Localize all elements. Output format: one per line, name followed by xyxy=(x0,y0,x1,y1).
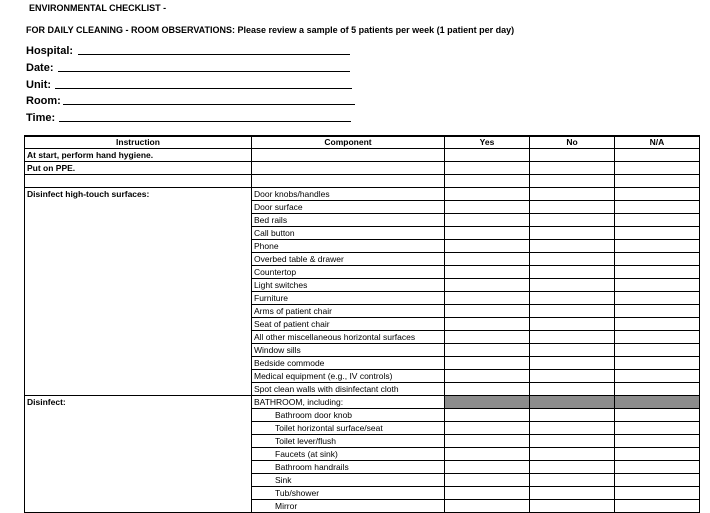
checklist-title: ENVIRONMENTAL CHECKLIST - xyxy=(29,3,167,13)
no-cell[interactable] xyxy=(530,240,615,253)
unit-label: Unit: xyxy=(26,79,52,91)
no-cell[interactable] xyxy=(530,149,615,162)
no-cell[interactable] xyxy=(530,227,615,240)
component-cell: Phone xyxy=(252,240,445,253)
yes-cell[interactable] xyxy=(445,240,530,253)
instruction-cell: Disinfect high-touch surfaces: xyxy=(25,188,252,396)
yes-cell[interactable] xyxy=(445,162,530,175)
yes-cell[interactable] xyxy=(445,474,530,487)
na-cell[interactable] xyxy=(615,357,700,370)
component-cell: Furniture xyxy=(252,292,445,305)
component-cell: Countertop xyxy=(252,266,445,279)
high-touch-section xyxy=(25,188,700,396)
na-cell[interactable] xyxy=(615,409,700,422)
col-header-component: Component xyxy=(252,136,445,149)
yes-cell[interactable] xyxy=(445,409,530,422)
na-cell[interactable] xyxy=(615,370,700,383)
component-cell xyxy=(252,149,445,162)
na-cell[interactable] xyxy=(615,474,700,487)
na-cell[interactable] xyxy=(615,448,700,461)
time-label: Time: xyxy=(26,112,56,124)
component-cell: Toilet lever/flush xyxy=(252,435,445,448)
hospital-blank-line[interactable] xyxy=(78,54,350,55)
col-header-instruction: Instruction xyxy=(25,136,252,149)
na-cell[interactable] xyxy=(615,201,700,214)
component-cell: BATHROOM, including: xyxy=(252,396,445,409)
na-cell[interactable] xyxy=(615,266,700,279)
na-cell xyxy=(615,175,700,188)
component-cell: Bed rails xyxy=(252,214,445,227)
hospital-field xyxy=(26,45,73,57)
yes-cell[interactable] xyxy=(445,487,530,500)
no-cell[interactable] xyxy=(530,422,615,435)
no-cell[interactable] xyxy=(530,383,615,396)
col-header-na: N/A xyxy=(615,136,700,149)
na-cell[interactable] xyxy=(615,500,700,513)
component-cell: Sink xyxy=(252,474,445,487)
na-cell[interactable] xyxy=(615,487,700,500)
component-cell: Arms of patient chair xyxy=(252,305,445,318)
na-cell xyxy=(615,396,700,409)
na-cell[interactable] xyxy=(615,422,700,435)
yes-cell[interactable] xyxy=(445,266,530,279)
hospital-label: Hospital: xyxy=(26,45,74,57)
yes-cell[interactable] xyxy=(445,500,530,513)
yes-cell xyxy=(445,175,530,188)
no-cell[interactable] xyxy=(530,448,615,461)
no-cell[interactable] xyxy=(530,461,615,474)
yes-cell[interactable] xyxy=(445,370,530,383)
na-cell[interactable] xyxy=(615,383,700,396)
no-cell xyxy=(530,175,615,188)
no-cell xyxy=(530,396,615,409)
component-cell xyxy=(252,162,445,175)
na-cell[interactable] xyxy=(615,435,700,448)
no-cell[interactable] xyxy=(530,370,615,383)
na-cell[interactable] xyxy=(615,305,700,318)
instruction-cell: Disinfect: xyxy=(25,396,252,513)
no-cell[interactable] xyxy=(530,253,615,266)
no-cell[interactable] xyxy=(530,305,615,318)
unit-field xyxy=(26,79,51,91)
no-cell[interactable] xyxy=(530,188,615,201)
component-cell: Tub/shower xyxy=(252,487,445,500)
yes-cell[interactable] xyxy=(445,422,530,435)
yes-cell[interactable] xyxy=(445,331,530,344)
na-cell[interactable] xyxy=(615,162,700,175)
yes-cell xyxy=(445,396,530,409)
yes-cell[interactable] xyxy=(445,279,530,292)
component-cell: Toilet horizontal surface/seat xyxy=(252,422,445,435)
date-field xyxy=(26,62,54,74)
col-header-yes: Yes xyxy=(445,136,530,149)
component-cell: Bathroom door knob xyxy=(252,409,445,422)
table-row xyxy=(25,149,700,162)
no-cell[interactable] xyxy=(530,214,615,227)
no-cell[interactable] xyxy=(530,331,615,344)
component-cell: Window sills xyxy=(252,344,445,357)
component-cell: Bedside commode xyxy=(252,357,445,370)
yes-cell[interactable] xyxy=(445,253,530,266)
yes-cell[interactable] xyxy=(445,435,530,448)
no-cell[interactable] xyxy=(530,292,615,305)
component-cell: Door knobs/handles xyxy=(252,188,445,201)
component-cell: Spot clean walls with disinfectant cloth xyxy=(252,383,445,396)
na-cell[interactable] xyxy=(615,331,700,344)
component-cell: Call button xyxy=(252,227,445,240)
na-cell[interactable] xyxy=(615,318,700,331)
no-cell[interactable] xyxy=(530,162,615,175)
yes-cell[interactable] xyxy=(445,214,530,227)
component-cell: Door surface xyxy=(252,201,445,214)
checklist-table xyxy=(24,135,700,513)
table-header-row xyxy=(25,136,700,149)
component-cell: Mirror xyxy=(252,500,445,513)
yes-cell[interactable] xyxy=(445,344,530,357)
component-cell: Medical equipment (e.g., IV controls) xyxy=(252,370,445,383)
component-cell xyxy=(252,175,445,188)
yes-cell[interactable] xyxy=(445,461,530,474)
yes-cell[interactable] xyxy=(445,188,530,201)
yes-cell[interactable] xyxy=(445,149,530,162)
room-blank-line[interactable] xyxy=(63,104,355,105)
col-header-no: No xyxy=(530,136,615,149)
na-cell[interactable] xyxy=(615,279,700,292)
na-cell[interactable] xyxy=(615,253,700,266)
instruction-cell: Put on PPE. xyxy=(25,162,252,175)
instruction-cell: At start, perform hand hygiene. xyxy=(25,149,252,162)
yes-cell[interactable] xyxy=(445,318,530,331)
component-cell: Overbed table & drawer xyxy=(252,253,445,266)
yes-cell[interactable] xyxy=(445,448,530,461)
time-field xyxy=(26,112,55,124)
na-cell[interactable] xyxy=(615,344,700,357)
component-cell: All other miscellaneous horizontal surfaces xyxy=(252,331,445,344)
no-cell[interactable] xyxy=(530,500,615,513)
room-field xyxy=(26,95,61,107)
component-cell: Light switches xyxy=(252,279,445,292)
table-row-spacer xyxy=(25,175,700,188)
yes-cell[interactable] xyxy=(445,292,530,305)
bathroom-section xyxy=(25,396,700,513)
no-cell[interactable] xyxy=(530,344,615,357)
instruction-cell xyxy=(25,175,252,188)
no-cell[interactable] xyxy=(530,435,615,448)
table-row xyxy=(25,396,700,409)
yes-cell[interactable] xyxy=(445,305,530,318)
yes-cell[interactable] xyxy=(445,357,530,370)
na-cell[interactable] xyxy=(615,214,700,227)
yes-cell[interactable] xyxy=(445,201,530,214)
checklist-subtitle: FOR DAILY CLEANING - ROOM OBSERVATIONS: Please review a sample of 5 patients per week (1 patient per day) xyxy=(26,25,515,35)
yes-cell[interactable] xyxy=(445,227,530,240)
no-cell[interactable] xyxy=(530,474,615,487)
na-cell[interactable] xyxy=(615,149,700,162)
no-cell[interactable] xyxy=(530,201,615,214)
table-row xyxy=(25,188,700,201)
no-cell[interactable] xyxy=(530,266,615,279)
no-cell[interactable] xyxy=(530,357,615,370)
component-cell: Seat of patient chair xyxy=(252,318,445,331)
time-blank-line[interactable] xyxy=(59,121,351,122)
no-cell[interactable] xyxy=(530,409,615,422)
table-row xyxy=(25,162,700,175)
na-cell[interactable] xyxy=(615,188,700,201)
na-cell[interactable] xyxy=(615,240,700,253)
na-cell[interactable] xyxy=(615,292,700,305)
component-cell: Bathroom handrails xyxy=(252,461,445,474)
yes-cell[interactable] xyxy=(445,383,530,396)
unit-blank-line[interactable] xyxy=(55,88,352,89)
room-label: Room: xyxy=(26,95,61,107)
date-blank-line[interactable] xyxy=(58,71,350,72)
date-label: Date: xyxy=(26,62,54,74)
na-cell[interactable] xyxy=(615,227,700,240)
component-cell: Faucets (at sink) xyxy=(252,448,445,461)
no-cell[interactable] xyxy=(530,487,615,500)
no-cell[interactable] xyxy=(530,279,615,292)
no-cell[interactable] xyxy=(530,318,615,331)
na-cell[interactable] xyxy=(615,461,700,474)
